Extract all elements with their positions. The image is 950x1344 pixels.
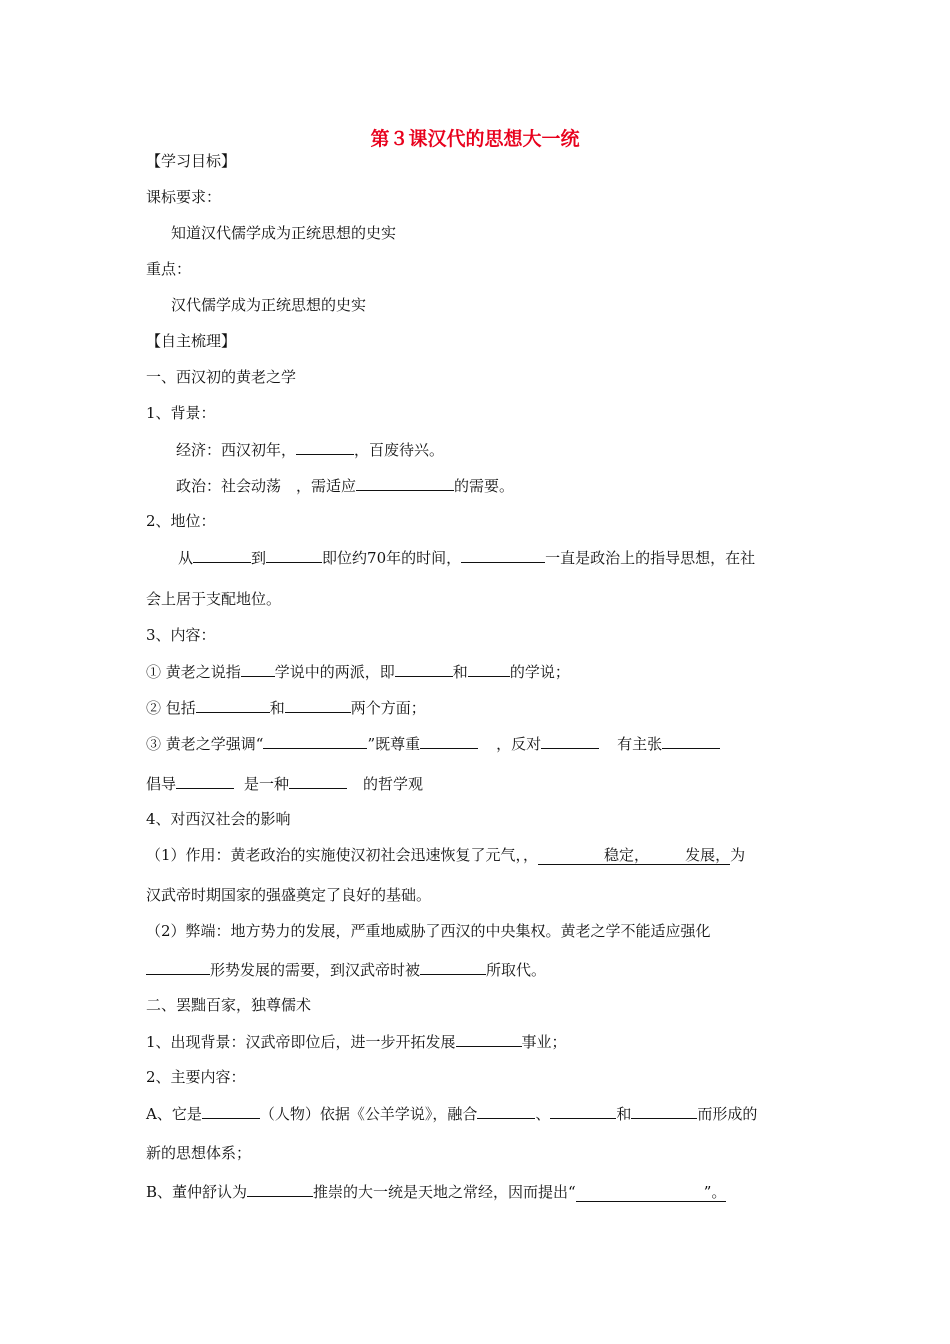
content-line-3: ③ 黄老之学强调“ ”既尊重 ，反对 有主张 — [146, 732, 720, 755]
blank-line — [631, 1102, 697, 1119]
item-2-2-content: 2、主要内容： — [146, 1068, 246, 1086]
blank-line — [541, 732, 599, 749]
blank-line — [196, 696, 270, 713]
underlined-answer: 稳定， 发展， — [538, 846, 730, 865]
blank-line — [461, 546, 545, 563]
section-1-title: 一、西汉初的黄老之学 — [146, 368, 297, 386]
heading-self-review: 【自主梳理】 — [146, 332, 237, 350]
heading-learning-goals: 【学习目标】 — [146, 152, 237, 170]
effect-line-2: （2）弊端：地方势力的发展，严重地威胁了西汉的中央集权。黄老之学不能适应强化 — [146, 922, 711, 940]
economy-line: 经济：西汉初年， ，百废待兴。 — [176, 438, 444, 461]
content-line-2: ② 包括 和 两个方面； — [146, 696, 426, 719]
key-point-label: 重点： — [146, 260, 192, 278]
standard-text: 知道汉代儒学成为正统思想的史实 — [171, 224, 397, 242]
content-line-1: ① 黄老之说指 学说中的两派，即 和 的学说； — [146, 660, 570, 683]
blank-line — [477, 1102, 535, 1119]
politics-line: 政治：社会动荡 ，需适应 的需要。 — [176, 474, 514, 497]
blank-line — [146, 958, 210, 975]
content-line-4: 倡导 是一种 的哲学观 — [146, 772, 423, 795]
blank-line — [296, 438, 354, 455]
effect-line-1-cont: 汉武帝时期国家的强盛奠定了良好的基础。 — [146, 886, 432, 904]
blank-line — [202, 1102, 260, 1119]
blank-line — [456, 1030, 522, 1047]
item-2-1-background: 1、出现背景：汉武帝即位后，进一步开拓发展 事业； — [146, 1030, 567, 1053]
page-title: 第３课汉代的思想大一统 — [370, 128, 580, 150]
point-b-line: B、董仲舒认为 推崇的大一统是天地之常经，因而提出“ ”。 — [146, 1180, 726, 1203]
blank-line — [468, 660, 510, 677]
standard-label: 课标要求： — [146, 188, 222, 206]
effect-line-2-cont: 形势发展的需要，到汉武帝时被 所取代。 — [146, 958, 546, 981]
blank-line — [289, 772, 347, 789]
blank-line — [263, 732, 367, 749]
effect-line-1: （1）作用：黄老政治的实施使汉初社会迅速恢复了元气，， 稳定， 发展，为 — [146, 846, 746, 864]
item-2-status: 2、地位： — [146, 512, 216, 530]
item-3-content: 3、内容： — [146, 626, 216, 644]
section-2-title: 二、罢黜百家，独尊儒术 — [146, 996, 312, 1014]
point-a-line: A、它是 （人物）依据《公羊学说》，融合 、 和 而形成的 — [146, 1102, 757, 1125]
status-line-cont: 会上居于支配地位。 — [146, 590, 282, 608]
key-point-text: 汉代儒学成为正统思想的史实 — [171, 296, 367, 314]
blank-line — [266, 546, 322, 563]
blank-line — [550, 1102, 616, 1119]
blank-line — [193, 546, 251, 563]
blank-line — [285, 696, 351, 713]
blank-line — [395, 660, 453, 677]
underlined-answer: ”。 — [576, 1183, 727, 1202]
blank-line — [176, 772, 234, 789]
blank-line — [356, 474, 454, 491]
blank-line — [247, 1180, 313, 1197]
point-a-line-cont: 新的思想体系； — [146, 1144, 252, 1162]
blank-line — [241, 660, 275, 677]
item-1-background: 1、背景： — [146, 404, 216, 422]
item-4-influence: 4、对西汉社会的影响 — [146, 810, 291, 828]
blank-line — [662, 732, 720, 749]
blank-line — [420, 732, 478, 749]
status-line: 从 到 即位约70年的时间， 一直是政治上的指导思想，在社 — [178, 546, 755, 569]
blank-line — [420, 958, 486, 975]
